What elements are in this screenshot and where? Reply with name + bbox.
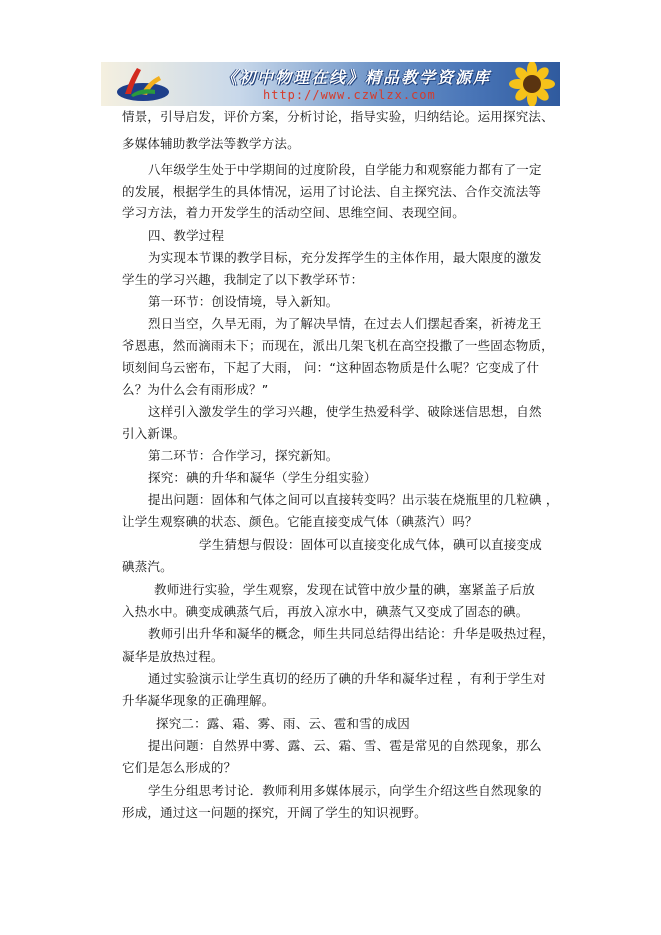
- text-line: 引入新课。: [122, 426, 186, 441]
- text-line: 的发展，根据学生的具体情况，运用了讨论法、自主探究法、合作交流法等: [122, 184, 542, 199]
- sunflower-icon: [500, 62, 560, 106]
- text-line: 这样引入激发学生的学习兴趣，使学生热爱科学、破除迷信思想，自然: [148, 404, 542, 419]
- text-line: 通过实验演示让学生真切的经历了碘的升华和凝华过程 ，有利于学生对: [148, 671, 546, 686]
- text-line: 学生分组思考讨论．教师利用多媒体展示，向学生介绍这些自然现象的: [148, 783, 542, 798]
- text-line: 形成，通过这一问题的探究，开阔了学生的知识视野。: [122, 805, 427, 820]
- text-line: 教师进行实验，学生观察，发现在试管中放少量的碘，塞紧盖子后放: [154, 582, 536, 597]
- text-line: 八年级学生处于中学期间的过度阶段，自学能力和观察能力都有了一定: [148, 162, 542, 177]
- text-line: 爷恩惠，然而滴雨未下；而现在，派出几架飞机在高空投撒了一些固态物质，: [122, 338, 554, 353]
- text-line: 学生猜想与假设：固体可以直接变化成气体，碘可以直接变成: [199, 537, 542, 552]
- text-line: 提出问题：自然界中雾、露、云、霜、雪、雹是常见的自然现象，那么: [148, 738, 542, 753]
- text-line: 升华凝华现象的正确理解。: [122, 693, 275, 708]
- text-line: 第二环节：合作学习，探究新知。: [148, 448, 339, 463]
- text-line: 学习方法，着力开发学生的活动空间、思维空间、表现空间。: [122, 205, 465, 220]
- text-line: 么？为什么会有雨形成？”: [122, 382, 269, 397]
- text-line: 让学生观察碘的状态、颜色。它能直接变成气体（碘蒸汽）吗？: [122, 514, 478, 529]
- text-line: 情景，引导启发，评价方案，分析讨论，指导实验，归纳结论。运用探究法、: [122, 109, 554, 124]
- text-line: 教师引出升华和凝华的概念，师生共同总结得出结论：升华是吸热过程，: [148, 626, 555, 641]
- logo-icon: [111, 64, 171, 104]
- text-line: 第一环节：创设情境，导入新知。: [148, 294, 339, 309]
- text-line: 碘蒸汽。: [122, 559, 173, 574]
- text-line: 入热水中。碘变成碘蒸气后，再放入凉水中，碘蒸气又变成了固态的碘。: [122, 604, 529, 619]
- text-line: 顷刻间乌云密布，下起了大雨， 问：“这种固态物质是什么呢？它变成了什: [122, 360, 540, 375]
- text-line: 烈日当空，久旱无雨，为了解决旱情，在过去人们摆起香案，祈祷龙王: [148, 316, 542, 331]
- text-line: 多媒体辅助教学法等教学方法。: [122, 136, 300, 151]
- text-line: 它们是怎么形成的？: [122, 760, 237, 775]
- text-line: 为实现本节课的教学目标，充分发挥学生的主体作用，最大限度的激发: [148, 250, 542, 265]
- header-banner: [101, 62, 560, 106]
- section-heading: 四、教学过程: [148, 228, 225, 243]
- section-heading: 探究二：露、霜、雾、雨、云、雹和雪的成因: [156, 716, 411, 731]
- text-line: 凝华是放热过程。: [122, 649, 224, 664]
- text-line: 探究：碘的升华和凝华（学生分组实验）: [148, 470, 377, 485]
- banner-url: http://www.czwlzx.com: [263, 88, 436, 102]
- text-line: 学生的学习兴趣，我制定了以下教学环节：: [122, 272, 364, 287]
- text-line: 提出问题：固体和气体之间可以直接转变吗？出示装在烧瓶里的几粒碘 ，: [148, 492, 559, 507]
- banner-title: 《初中物理在线》精品教学资源库: [221, 68, 492, 87]
